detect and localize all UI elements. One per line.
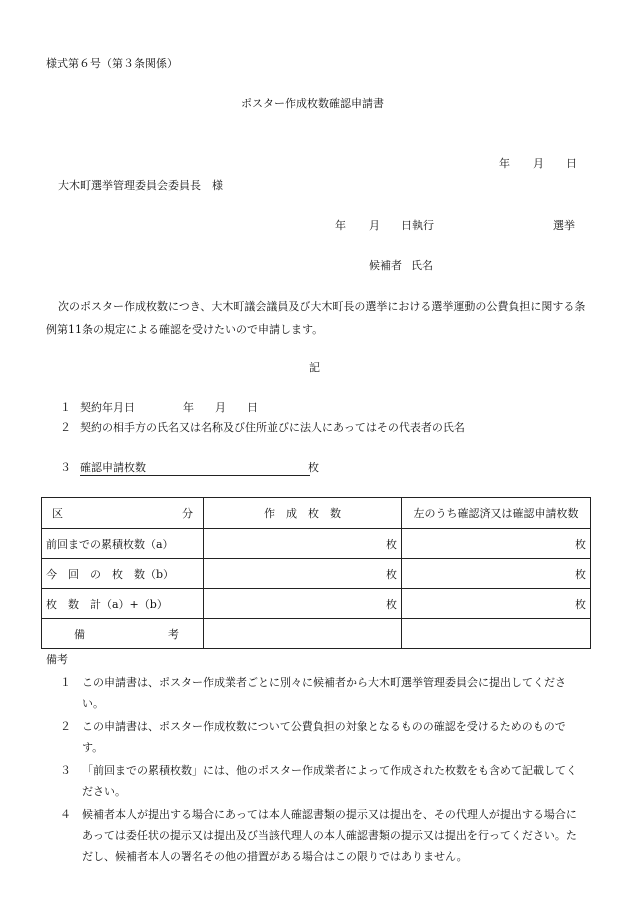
- item1-label: 契約年月日: [80, 401, 135, 414]
- note-number: ２: [60, 720, 71, 733]
- item2-number: ２: [60, 421, 71, 434]
- row-confirmed-cell[interactable]: 枚: [402, 589, 591, 619]
- item3-underline: [80, 475, 310, 476]
- note-number: ４: [60, 808, 71, 821]
- row-remarks-cell[interactable]: [402, 619, 591, 649]
- item1-month: 月: [215, 401, 226, 414]
- note-text: この申請書は、ポスター作成枚数について公費負担の対象となるものの確認を受けるためのものです。: [82, 720, 566, 754]
- note-number: １: [60, 676, 71, 689]
- item2-label: 契約の相手方の氏名又は名称及び住所並びに法人にあってはその代表者の氏名: [80, 421, 465, 434]
- row-remarks-cell[interactable]: [204, 619, 402, 649]
- item3-unit: 枚: [308, 461, 319, 474]
- ki-marker: 記: [309, 361, 320, 374]
- addressee: 大木町選挙管理委員会委員長 様: [58, 179, 223, 192]
- intro-paragraph: 次のポスター作成枚数につき、大木町議会議員及び大木町長の選挙における選挙運動の公費負担に関する条例第11条の規定による確認を受けたいので申請します。: [46, 300, 586, 336]
- count-table: [41, 497, 591, 649]
- item1-year: 年: [183, 401, 194, 414]
- note-text: この申請書は、ポスター作成業者ごとに別々に候補者から大木町選挙管理委員会に提出してください。: [82, 676, 566, 710]
- candidate-name-label: 氏名: [411, 259, 433, 272]
- date-day-label: 日: [566, 157, 577, 170]
- note-item: [46, 760, 586, 802]
- notes-section: [46, 652, 586, 869]
- table-header-confirmed-count: 左のうち確認済又は確認申請枚数: [402, 498, 591, 529]
- note-item: [46, 672, 586, 714]
- date-year-label: 年: [499, 157, 510, 170]
- election-month-label: 月: [369, 219, 380, 232]
- row-confirmed-cell[interactable]: 枚: [402, 559, 591, 589]
- item1-day: 日: [247, 401, 258, 414]
- item1-number: １: [60, 401, 71, 414]
- election-year-label: 年: [335, 219, 346, 232]
- form-reference: 様式第６号（第３条関係）: [46, 57, 178, 70]
- page-title: ポスター作成枚数確認申請書: [241, 97, 384, 110]
- election-day-exec-label: 日執行: [401, 219, 434, 232]
- note-item: [46, 804, 586, 867]
- row-created-cell[interactable]: 枚: [204, 529, 402, 559]
- item3-label: 確認申請枚数: [80, 461, 146, 474]
- table-header-row: [42, 498, 591, 529]
- notes-heading: 備考: [46, 653, 68, 666]
- note-item: [46, 716, 586, 758]
- row-created-cell[interactable]: 枚: [204, 589, 402, 619]
- item3-number: ３: [60, 461, 71, 474]
- table-row: [42, 559, 591, 589]
- table-header-category: 区 分: [42, 498, 204, 529]
- table-row: [42, 529, 591, 559]
- row-confirmed-cell[interactable]: 枚: [402, 529, 591, 559]
- row-created-cell[interactable]: 枚: [204, 559, 402, 589]
- note-number: ３: [60, 764, 71, 777]
- row-label-remarks: 備 考: [42, 619, 204, 649]
- note-text: 候補者本人が提出する場合にあっては本人確認書類の提示又は提出を、その代理人が提出する場合にあっては委任状の提示又は提出及び当該代理人の本人確認書類の提示又は提出を行ってください。ただし、候補者本人の署名その他の措置がある場合はこの限りではありません。: [82, 808, 577, 863]
- election-name-label: 選挙: [553, 219, 575, 232]
- row-label: 枚 数 計（a）+（b）: [42, 589, 204, 619]
- table-row: [42, 589, 591, 619]
- date-month-label: 月: [533, 157, 544, 170]
- table-row: [42, 619, 591, 649]
- row-label: 今 回 の 枚 数（b）: [42, 559, 204, 589]
- table-header-created-count: 作 成 枚 数: [204, 498, 402, 529]
- candidate-label: 候補者: [369, 259, 402, 272]
- row-label: 前回までの累積枚数（a）: [42, 529, 204, 559]
- note-text: 「前回までの累積枚数」には、他のポスター作成業者によって作成された枚数をも含めて記載してください。: [82, 764, 577, 798]
